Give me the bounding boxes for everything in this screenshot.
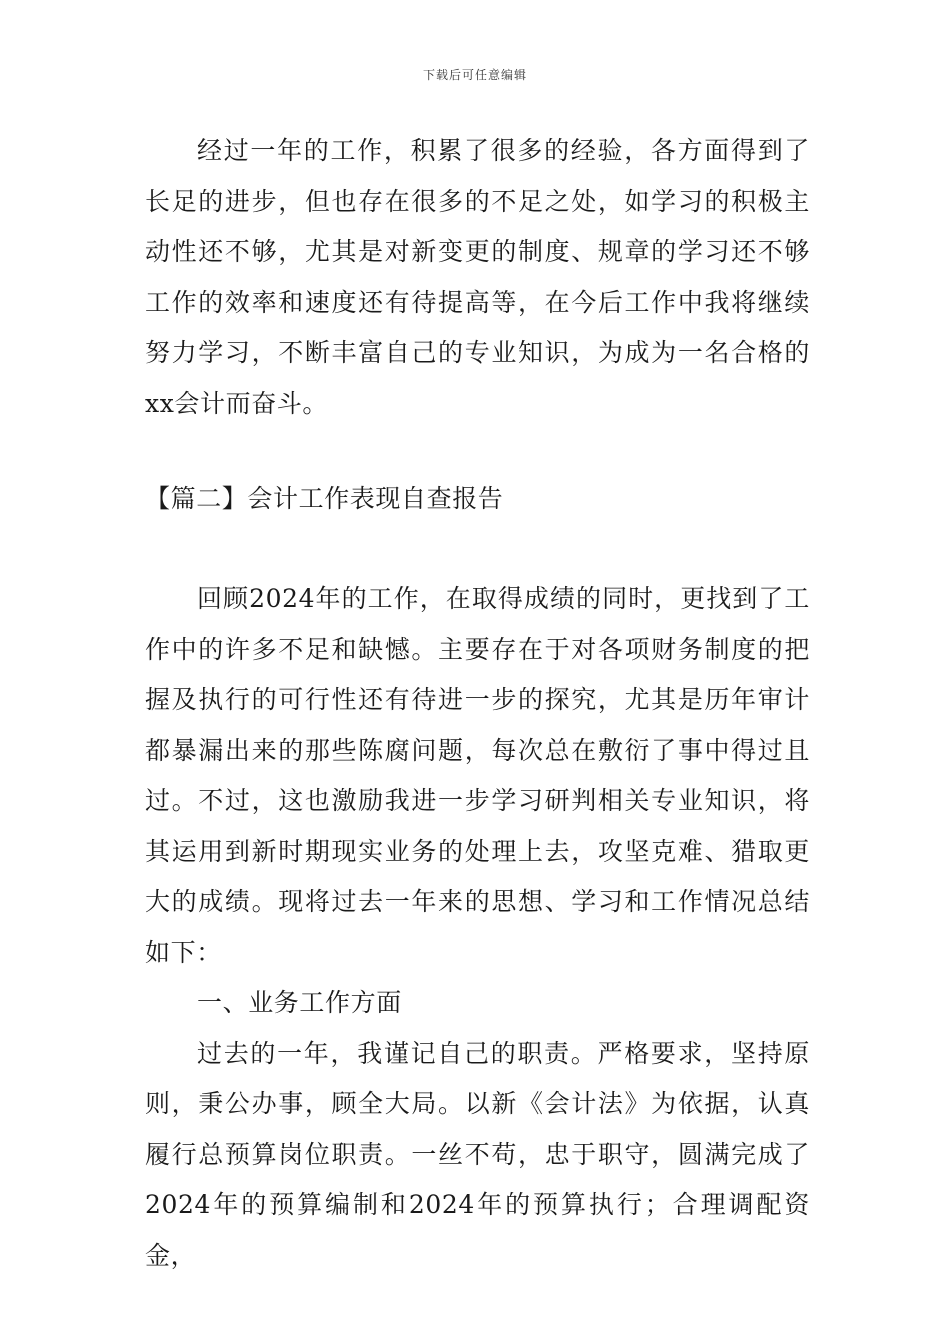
section2-heading-block — [145, 474, 810, 524]
section1-paragraph: 经过一年的工作，积累了很多的经验，各方面得到了长足的进步，但也存在很多的不足之处，如学习的积极主动性还不够，尤其是对新变更的制度、规章的学习还不够工作的效率和速度还有待提高等，在今后工作中我将继续努力学习，不断丰富自己的专业知识，为成为一名合格的xx会计而奋斗。 — [145, 136, 810, 418]
section2-subheading: 一、业务工作方面 — [197, 988, 402, 1017]
header-note: 下载后可任意编辑 — [422, 68, 527, 82]
section1-block — [145, 126, 810, 429]
section2-heading: 【篇二】会计工作表现自查报告 — [145, 484, 504, 513]
section2-intro: 回顾2024年的工作，在取得成绩的同时，更找到了工作中的许多不足和缺憾。主要存在于对各项财务制度的把握及执行的可行性还有待进一步的探究，尤其是历年审计都暴漏出来的那些陈腐问题，每次总在敷衍了事中得过且过。不过，这也激励我进一步学习研判相关专业知识，将其运用到新时期现实业务的处理上去，攻坚克难、猎取更大的成绩。现将过去一年来的思想、学习和工作情况总结如下： — [145, 584, 810, 967]
section2-block — [145, 574, 810, 1281]
section2-body: 过去的一年，我谨记自己的职责。严格要求，坚持原则，秉公办事，顾全大局。以新《会计法》为依据，认真履行总预算岗位职责。一丝不苟，忠于职守，圆满完成了2024年的预算编制和2024年的预算执行；合理调配资金， — [145, 1038, 810, 1270]
